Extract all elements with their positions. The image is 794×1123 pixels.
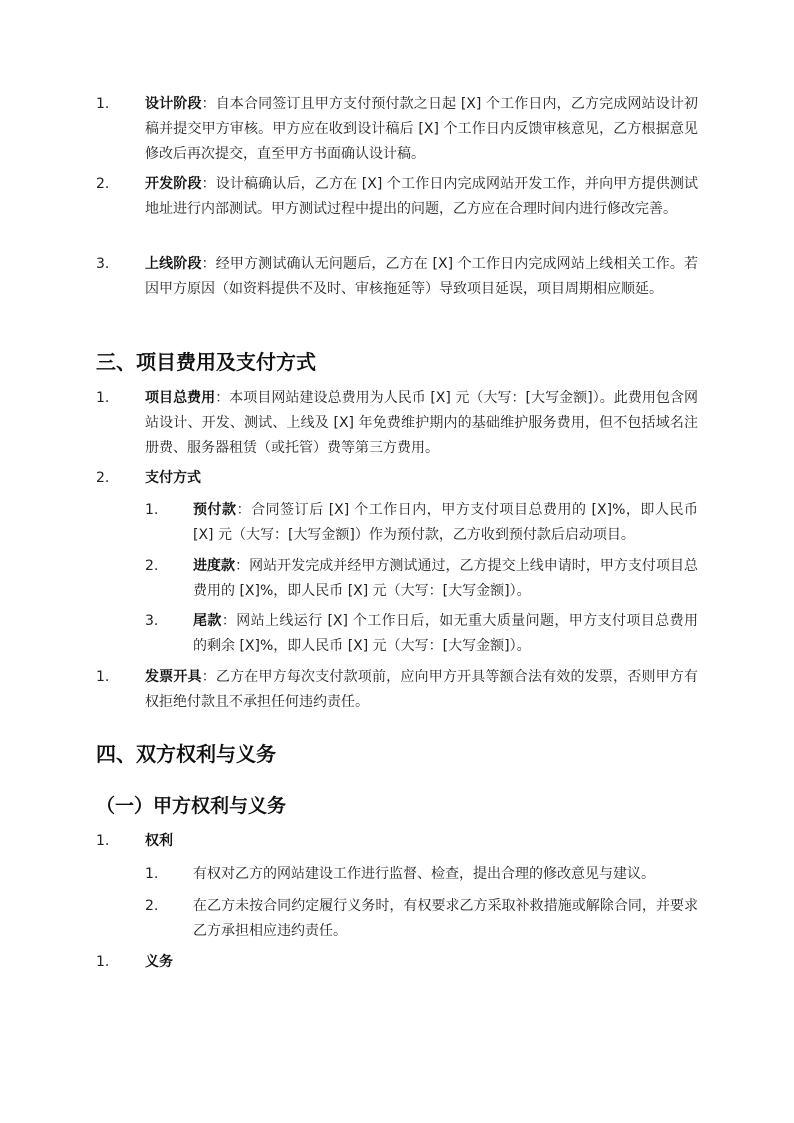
item-text: ：本项目网站建设总费用为人民币 [X] 元（大写：[大写金额]）。此费用包含网站设计、开发、测试、上线及 [X] 年免费维护期内的基础维护服务费用，但不包括域名注册费、服务器租赁（或托管）费等第三方费用。 <box>145 390 699 456</box>
item-text: ：网站开发完成并经甲方测试通过，乙方提交上线申请时，甲方支付项目总费用的 [X]%，即人民币 [X] 元（大写：[大写金额]）。 <box>193 558 699 599</box>
term-label: 项目总费用 <box>145 390 216 406</box>
item-text: ：设计稿确认后，乙方在 [X] 个工作日内完成网站开发工作，并向甲方提供测试地址进行内部测试。甲方测试过程中提出的问题，乙方应在合理时间内进行修改完善。 <box>145 176 698 217</box>
list-number: 3. <box>96 256 110 272</box>
list-number: 1. <box>96 954 110 970</box>
list-number: 1. <box>145 502 159 518</box>
item-text: 有权对乙方的网站建设工作进行监督、检查，提出合理的修改意见与建议。 <box>193 866 655 882</box>
term-label: 进度款 <box>193 558 236 574</box>
term-label: 权利 <box>145 833 173 849</box>
item-text: ：合同签订后 [X] 个工作日内，甲方支付项目总费用的 [X]%，即人民币 [X] 元（大写：[大写金额]）作为预付款，乙方收到预付款后启动项目。 <box>193 502 698 543</box>
list-number: 1. <box>96 669 110 685</box>
list-number: 2. <box>96 176 110 192</box>
term-label: 尾款 <box>193 613 222 629</box>
list-number: 2. <box>145 558 159 574</box>
subsection-heading-party-a: （一）甲方权利与义务 <box>96 795 287 817</box>
term-label: 义务 <box>145 954 173 970</box>
section-heading-rights-duties: 四、双方权利与义务 <box>96 742 276 766</box>
term-label: 发票开具 <box>145 669 202 685</box>
section-heading-fees: 三、项目费用及支付方式 <box>96 350 316 374</box>
list-number: 1. <box>96 390 110 406</box>
term-label: 设计阶段 <box>145 96 202 112</box>
list-number: 2. <box>96 470 110 486</box>
term-label: 预付款 <box>193 502 237 518</box>
item-text: ：网站上线运行 [X] 个工作日后，如无重大质量问题，甲方支付项目总费用的剩余 [X]%，即人民币 [X] 元（大写：[大写金额]）。 <box>193 613 699 654</box>
list-number: 3. <box>145 613 159 629</box>
item-text: ：经甲方测试确认无问题后，乙方在 [X] 个工作日内完成网站上线相关工作。若因甲方原因（如资料提供不及时、审核拖延等）导致项目延误，项目周期相应顺延。 <box>145 256 698 297</box>
term-label: 上线阶段 <box>145 256 202 272</box>
item-text: ：乙方在甲方每次支付款项前，应向甲方开具等额合法有效的发票，否则甲方有权拒绝付款且不承担任何违约责任。 <box>145 669 699 710</box>
term-label: 支付方式 <box>145 470 201 486</box>
term-label: 开发阶段 <box>145 176 202 192</box>
list-number: 1. <box>96 96 110 112</box>
list-number: 1. <box>145 866 159 882</box>
item-text: 在乙方未按合同约定履行义务时，有权要求乙方采取补救措施或解除合同，并要求乙方承担相应违约责任。 <box>193 898 698 939</box>
list-number: 1. <box>96 833 110 849</box>
item-text: ：自本合同签订且甲方支付预付款之日起 [X] 个工作日内，乙方完成网站设计初稿并提交甲方审核。甲方应在收到设计稿后 [X] 个工作日内反馈审核意见，乙方根据意见修改后再次提交，直至甲方书面确认设计稿。 <box>145 96 698 162</box>
list-number: 2. <box>145 898 159 914</box>
